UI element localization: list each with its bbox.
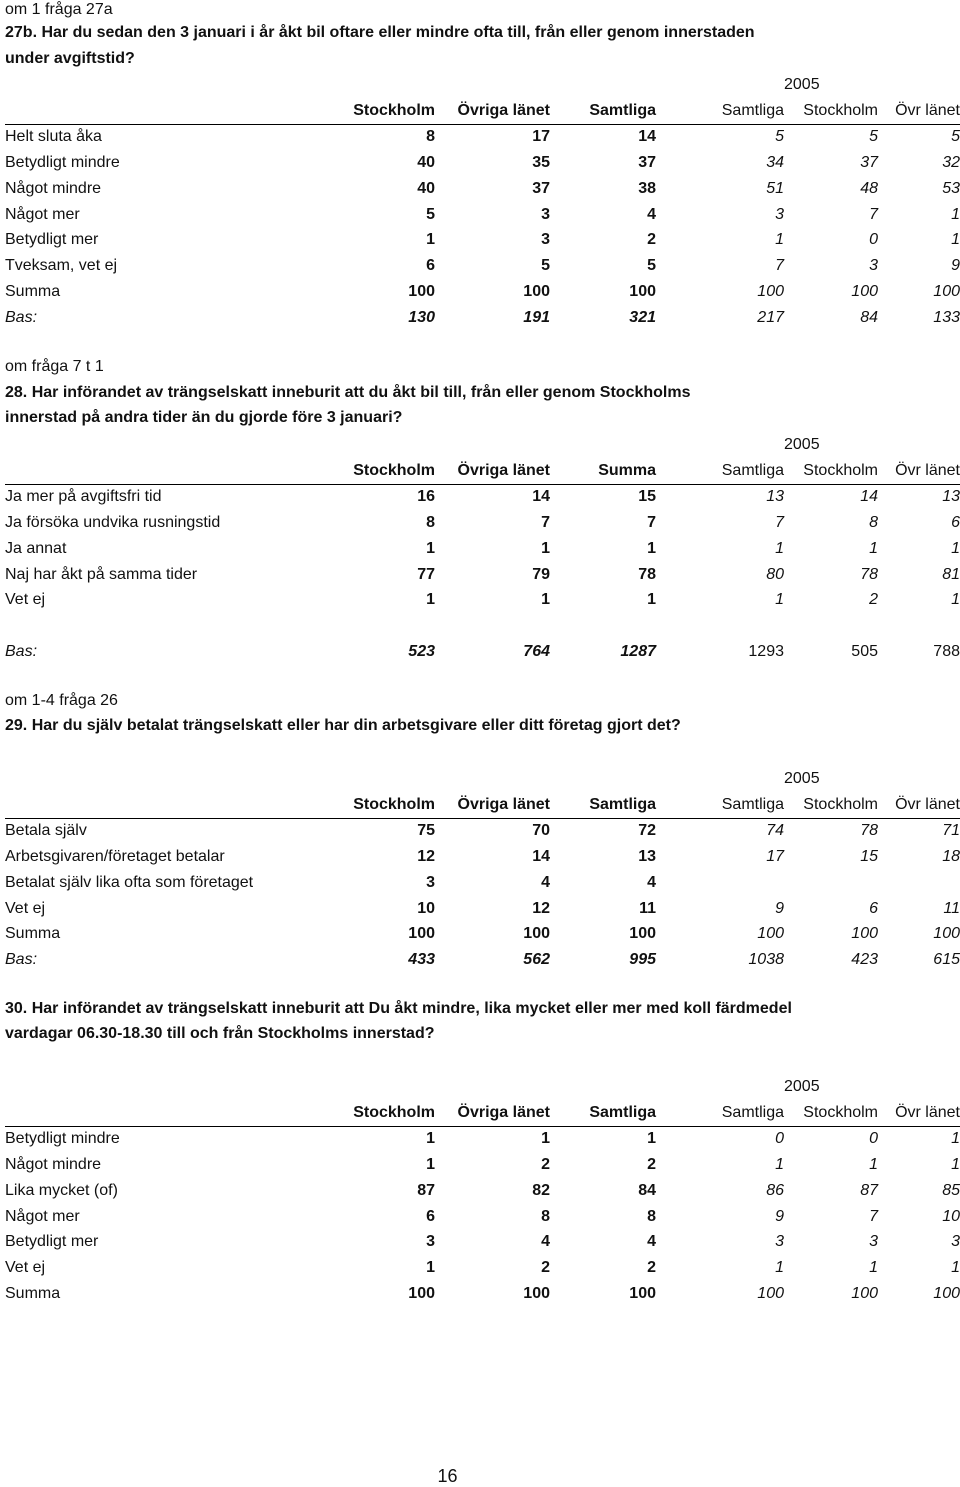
table-cell: 4 xyxy=(541,1233,550,1251)
year-row xyxy=(5,766,960,792)
bas-cell: 217 xyxy=(757,308,784,326)
table-cell: 1 xyxy=(951,1156,960,1174)
table-cell: 70 xyxy=(532,822,550,840)
column-header: Stockholm xyxy=(784,98,878,124)
table-row xyxy=(5,1230,960,1256)
table-cell: 40 xyxy=(417,154,435,172)
table-cell: 1 xyxy=(869,1156,878,1174)
table-cell: 100 xyxy=(851,925,878,943)
bas-cell: 321 xyxy=(629,308,656,326)
table-cell: 100 xyxy=(757,925,784,943)
table-cell: 3 xyxy=(951,1233,960,1251)
table-cell: 14 xyxy=(638,128,656,146)
bas-cell: 995 xyxy=(629,951,656,969)
row-label: Arbetsgivaren/företaget betalar xyxy=(5,848,225,866)
table-cell: 13 xyxy=(942,488,960,506)
bas-row xyxy=(5,947,960,973)
section29-ref: om 1-4 fråga 26 xyxy=(5,692,118,709)
table-cell: 1 xyxy=(775,591,784,609)
bas-cell: 523 xyxy=(408,642,435,660)
table-cell: 100 xyxy=(757,1284,784,1302)
header-row xyxy=(5,1100,960,1126)
table-cell: 1 xyxy=(647,539,656,557)
table-cell: 12 xyxy=(417,848,435,866)
table-row xyxy=(5,484,960,510)
table-cell: 37 xyxy=(638,154,656,172)
row-label: Naj har åkt på samma tider xyxy=(5,565,198,583)
column-header: Övr länet xyxy=(878,1100,960,1126)
table-cell: 17 xyxy=(532,128,550,146)
table-cell: 3 xyxy=(869,1233,878,1251)
bas-label: Bas: xyxy=(5,951,38,969)
table-cell: 1 xyxy=(951,1259,960,1277)
table-cell: 9 xyxy=(775,899,784,917)
row-label: Helt sluta åka xyxy=(5,128,102,146)
table-cell: 34 xyxy=(766,154,784,172)
table-cell xyxy=(784,870,878,896)
column-header: Stockholm xyxy=(340,98,435,124)
bas-row xyxy=(5,639,960,665)
table-cell: 1 xyxy=(426,231,435,249)
table-cell: 85 xyxy=(942,1181,960,1199)
table-row xyxy=(5,228,960,254)
table-cell: 4 xyxy=(647,1233,656,1251)
section29-question-line1: 29. Har du själv betalat trängselskatt eller har din arbetsgivare eller ditt företag gjort det? xyxy=(5,717,681,734)
bas-cell: 84 xyxy=(860,308,878,326)
header-label-cell xyxy=(5,98,340,124)
table-row xyxy=(5,510,960,536)
row-label: Summa xyxy=(5,282,61,300)
table-cell: 5 xyxy=(647,257,656,275)
table-cell: 5 xyxy=(869,128,878,146)
column-header: Övr länet xyxy=(878,792,960,818)
table-cell: 78 xyxy=(638,565,656,583)
section28-question-line2: innerstad på andra tider än du gjorde före 3 januari? xyxy=(5,409,403,426)
table-cell: 1 xyxy=(426,1156,435,1174)
bas-cell: 1038 xyxy=(748,951,784,969)
table-cell: 14 xyxy=(860,488,878,506)
table-cell: 1 xyxy=(775,539,784,557)
row-label: Ja annat xyxy=(5,539,67,557)
table-row xyxy=(5,202,960,228)
header-label-cell xyxy=(5,458,340,484)
table-cell: 2 xyxy=(647,1156,656,1174)
column-header: Summa xyxy=(550,458,656,484)
table-row xyxy=(5,1281,960,1307)
table-cell: 0 xyxy=(775,1130,784,1148)
bas-cell: 1287 xyxy=(620,642,656,660)
table-cell: 100 xyxy=(933,925,960,943)
table-cell: 16 xyxy=(417,488,435,506)
table-cell: 53 xyxy=(942,179,960,197)
row-label: Betydligt mindre xyxy=(5,1130,120,1148)
table-cell: 7 xyxy=(775,257,784,275)
header-row xyxy=(5,792,960,818)
table-cell: 8 xyxy=(869,514,878,532)
table-cell xyxy=(656,870,784,896)
table-cell: 1 xyxy=(647,1130,656,1148)
table-cell: 48 xyxy=(860,179,878,197)
table-cell: 3 xyxy=(775,205,784,223)
table-cell: 1 xyxy=(775,1259,784,1277)
table-row xyxy=(5,150,960,176)
row-label: Betydligt mer xyxy=(5,1233,99,1251)
table-cell: 71 xyxy=(942,822,960,840)
table-row xyxy=(5,844,960,870)
table-cell: 7 xyxy=(541,514,550,532)
table-cell: 2 xyxy=(647,1259,656,1277)
header-label-cell xyxy=(5,792,340,818)
table-cell: 82 xyxy=(532,1181,550,1199)
table-cell: 8 xyxy=(426,128,435,146)
row-label: Tveksam, vet ej xyxy=(5,257,118,275)
section30-question-line1: 30. Har införandet av trängselskatt inneburit att Du åkt mindre, lika mycket eller mer med koll färdmedel xyxy=(5,1000,792,1017)
row-label: Betydligt mer xyxy=(5,231,99,249)
table-cell: 13 xyxy=(766,488,784,506)
row-label: Vet ej xyxy=(5,591,46,609)
table-cell: 87 xyxy=(417,1181,435,1199)
year-label: 2005 xyxy=(784,769,820,787)
section27-table xyxy=(5,72,960,331)
table-cell: 37 xyxy=(532,179,550,197)
section30-table xyxy=(5,1074,960,1307)
table-cell: 1 xyxy=(541,1130,550,1148)
bas-cell: 764 xyxy=(523,642,550,660)
column-header: Stockholm xyxy=(784,792,878,818)
row-label: Betydligt mindre xyxy=(5,154,120,172)
column-header: Övr länet xyxy=(878,98,960,124)
column-header: Samtliga xyxy=(656,792,784,818)
header-label-cell xyxy=(5,1100,340,1126)
table-row xyxy=(5,1204,960,1230)
table-cell: 5 xyxy=(775,128,784,146)
table-cell: 1 xyxy=(869,539,878,557)
row-label: Summa xyxy=(5,1284,61,1302)
column-header: Stockholm xyxy=(340,458,435,484)
table-cell: 7 xyxy=(869,205,878,223)
table-cell: 9 xyxy=(951,257,960,275)
table-row xyxy=(5,124,960,150)
table-cell: 17 xyxy=(766,848,784,866)
table-cell: 4 xyxy=(541,873,550,891)
table-cell: 14 xyxy=(532,848,550,866)
bas-row xyxy=(5,305,960,331)
table-cell xyxy=(878,870,960,896)
table-cell: 5 xyxy=(426,205,435,223)
table-cell: 2 xyxy=(541,1156,550,1174)
section28-table xyxy=(5,432,960,665)
table-cell: 72 xyxy=(638,822,656,840)
table-cell: 1 xyxy=(541,539,550,557)
table-cell: 7 xyxy=(869,1207,878,1225)
table-cell: 86 xyxy=(766,1181,784,1199)
table-row xyxy=(5,279,960,305)
table-cell: 100 xyxy=(408,282,435,300)
table-cell: 4 xyxy=(647,205,656,223)
table-cell: 1 xyxy=(775,1156,784,1174)
bas-label: Bas: xyxy=(5,308,38,326)
row-label: Summa xyxy=(5,925,61,943)
year-label: 2005 xyxy=(784,435,820,453)
table-cell: 3 xyxy=(541,231,550,249)
table-cell: 1 xyxy=(951,591,960,609)
table-cell: 10 xyxy=(417,899,435,917)
table-cell: 3 xyxy=(541,205,550,223)
table-row xyxy=(5,896,960,922)
table-cell: 74 xyxy=(766,822,784,840)
table-cell: 1 xyxy=(426,591,435,609)
table-cell: 1 xyxy=(951,205,960,223)
table-cell: 13 xyxy=(638,848,656,866)
table-cell: 7 xyxy=(647,514,656,532)
table-cell: 100 xyxy=(523,925,550,943)
row-label: Betalat själv lika ofta som företaget xyxy=(5,873,254,891)
table-row xyxy=(5,536,960,562)
table-cell: 78 xyxy=(860,822,878,840)
table-cell: 0 xyxy=(869,1130,878,1148)
table-cell: 6 xyxy=(426,257,435,275)
bas-cell: 433 xyxy=(408,951,435,969)
table-row xyxy=(5,922,960,948)
row-label: Betala själv xyxy=(5,822,87,840)
column-header: Samtliga xyxy=(656,98,784,124)
table-cell: 100 xyxy=(629,925,656,943)
table-cell: 38 xyxy=(638,179,656,197)
table-cell: 2 xyxy=(541,1259,550,1277)
table-row xyxy=(5,870,960,896)
table-cell: 100 xyxy=(523,282,550,300)
table-cell: 37 xyxy=(860,154,878,172)
table-cell: 3 xyxy=(426,1233,435,1251)
table-cell: 51 xyxy=(766,179,784,197)
section27-question-line2: under avgiftstid? xyxy=(5,50,135,67)
table-cell: 35 xyxy=(532,154,550,172)
column-header: Övriga länet xyxy=(435,792,550,818)
column-header: Övriga länet xyxy=(435,1100,550,1126)
bas-cell: 505 xyxy=(851,642,878,660)
row-label: Vet ej xyxy=(5,899,46,917)
table-cell: 0 xyxy=(869,231,878,249)
table-cell: 84 xyxy=(638,1181,656,1199)
year-label: 2005 xyxy=(784,1077,820,1095)
section30-question-line2: vardagar 06.30-18.30 till och från Stockholms innerstad? xyxy=(5,1025,435,1042)
table-cell: 100 xyxy=(851,282,878,300)
section29-table xyxy=(5,766,960,973)
table-cell: 1 xyxy=(426,539,435,557)
spacer-row xyxy=(5,613,960,639)
column-header: Stockholm xyxy=(784,1100,878,1126)
year-label: 2005 xyxy=(784,75,820,93)
table-cell: 4 xyxy=(647,873,656,891)
table-cell: 40 xyxy=(417,179,435,197)
header-row xyxy=(5,458,960,484)
table-cell: 8 xyxy=(426,514,435,532)
table-cell: 1 xyxy=(541,591,550,609)
table-cell: 87 xyxy=(860,1181,878,1199)
table-cell: 8 xyxy=(647,1207,656,1225)
section27-ref: om 1 fråga 27a xyxy=(5,1,113,18)
table-row xyxy=(5,588,960,614)
table-cell: 80 xyxy=(766,565,784,583)
table-cell: 100 xyxy=(851,1284,878,1302)
table-cell: 2 xyxy=(869,591,878,609)
row-label: Lika mycket (of) xyxy=(5,1181,118,1199)
table-cell: 1 xyxy=(775,231,784,249)
row-label: Ja mer på avgiftsfri tid xyxy=(5,488,162,506)
table-cell: 12 xyxy=(532,899,550,917)
table-cell: 1 xyxy=(951,231,960,249)
bas-cell: 615 xyxy=(933,951,960,969)
table-cell: 75 xyxy=(417,822,435,840)
year-row xyxy=(5,432,960,458)
table-cell: 3 xyxy=(869,257,878,275)
table-cell: 3 xyxy=(426,873,435,891)
table-row xyxy=(5,253,960,279)
table-cell: 10 xyxy=(942,1207,960,1225)
table-cell: 9 xyxy=(775,1207,784,1225)
column-header: Övriga länet xyxy=(435,458,550,484)
row-label: Ja försöka undvika rusningstid xyxy=(5,514,221,532)
table-cell: 2 xyxy=(647,231,656,249)
bas-cell: 788 xyxy=(933,642,960,660)
table-cell: 100 xyxy=(629,1284,656,1302)
table-cell: 32 xyxy=(942,154,960,172)
column-header: Stockholm xyxy=(340,792,435,818)
table-cell: 100 xyxy=(408,1284,435,1302)
table-cell: 100 xyxy=(933,1284,960,1302)
row-label: Något mer xyxy=(5,205,80,223)
column-header: Samtliga xyxy=(550,1100,656,1126)
table-cell: 18 xyxy=(942,848,960,866)
table-row xyxy=(5,176,960,202)
section28-question-line1: 28. Har införandet av trängselskatt inneburit att du åkt bil till, från eller genom Stockholms xyxy=(5,384,691,401)
table-cell: 100 xyxy=(523,1284,550,1302)
column-header: Samtliga xyxy=(550,98,656,124)
table-cell: 5 xyxy=(951,128,960,146)
table-cell: 3 xyxy=(775,1233,784,1251)
table-cell: 1 xyxy=(951,539,960,557)
table-row xyxy=(5,1126,960,1152)
row-label: Något mer xyxy=(5,1207,80,1225)
bas-label: Bas: xyxy=(5,642,38,660)
table-cell: 79 xyxy=(532,565,550,583)
bas-cell: 133 xyxy=(933,308,960,326)
column-header: Stockholm xyxy=(784,458,878,484)
row-label: Vet ej xyxy=(5,1259,46,1277)
table-row xyxy=(5,818,960,844)
table-row xyxy=(5,1178,960,1204)
table-row xyxy=(5,1255,960,1281)
table-row xyxy=(5,1152,960,1178)
column-header: Samtliga xyxy=(550,792,656,818)
table-cell: 1 xyxy=(869,1259,878,1277)
row-label: Något mindre xyxy=(5,1156,102,1174)
table-cell: 100 xyxy=(933,282,960,300)
table-cell: 1 xyxy=(647,591,656,609)
section27-question-line1: 27b. Har du sedan den 3 januari i år åkt bil oftare eller mindre ofta till, från eller genom innerstaden xyxy=(5,24,755,41)
row-label: Något mindre xyxy=(5,179,102,197)
table-cell: 100 xyxy=(408,925,435,943)
table-cell: 78 xyxy=(860,565,878,583)
year-row xyxy=(5,1074,960,1100)
table-cell: 6 xyxy=(951,514,960,532)
table-cell: 81 xyxy=(942,565,960,583)
table-cell: 6 xyxy=(426,1207,435,1225)
table-cell: 100 xyxy=(629,282,656,300)
bas-cell: 1293 xyxy=(748,642,784,660)
table-cell: 5 xyxy=(541,257,550,275)
table-cell: 6 xyxy=(869,899,878,917)
table-cell: 14 xyxy=(532,488,550,506)
year-row xyxy=(5,72,960,98)
bas-cell: 562 xyxy=(523,951,550,969)
table-cell: 1 xyxy=(951,1130,960,1148)
table-cell: 77 xyxy=(417,565,435,583)
bas-cell: 130 xyxy=(408,308,435,326)
section28-ref: om fråga 7 t 1 xyxy=(5,358,104,375)
header-row xyxy=(5,98,960,124)
table-cell: 1 xyxy=(426,1130,435,1148)
table-cell: 15 xyxy=(638,488,656,506)
table-cell: 15 xyxy=(860,848,878,866)
column-header: Stockholm xyxy=(340,1100,435,1126)
table-cell: 8 xyxy=(541,1207,550,1225)
bas-cell: 191 xyxy=(523,308,550,326)
column-header: Samtliga xyxy=(656,1100,784,1126)
table-cell: 100 xyxy=(757,282,784,300)
column-header: Övr länet xyxy=(878,458,960,484)
page-number: 16 xyxy=(437,1466,458,1486)
table-cell: 1 xyxy=(426,1259,435,1277)
table-cell: 11 xyxy=(639,899,656,917)
column-header: Samtliga xyxy=(656,458,784,484)
table-cell: 7 xyxy=(775,514,784,532)
bas-cell: 423 xyxy=(851,951,878,969)
column-header: Övriga länet xyxy=(435,98,550,124)
table-row xyxy=(5,562,960,588)
table-cell: 11 xyxy=(943,899,960,917)
